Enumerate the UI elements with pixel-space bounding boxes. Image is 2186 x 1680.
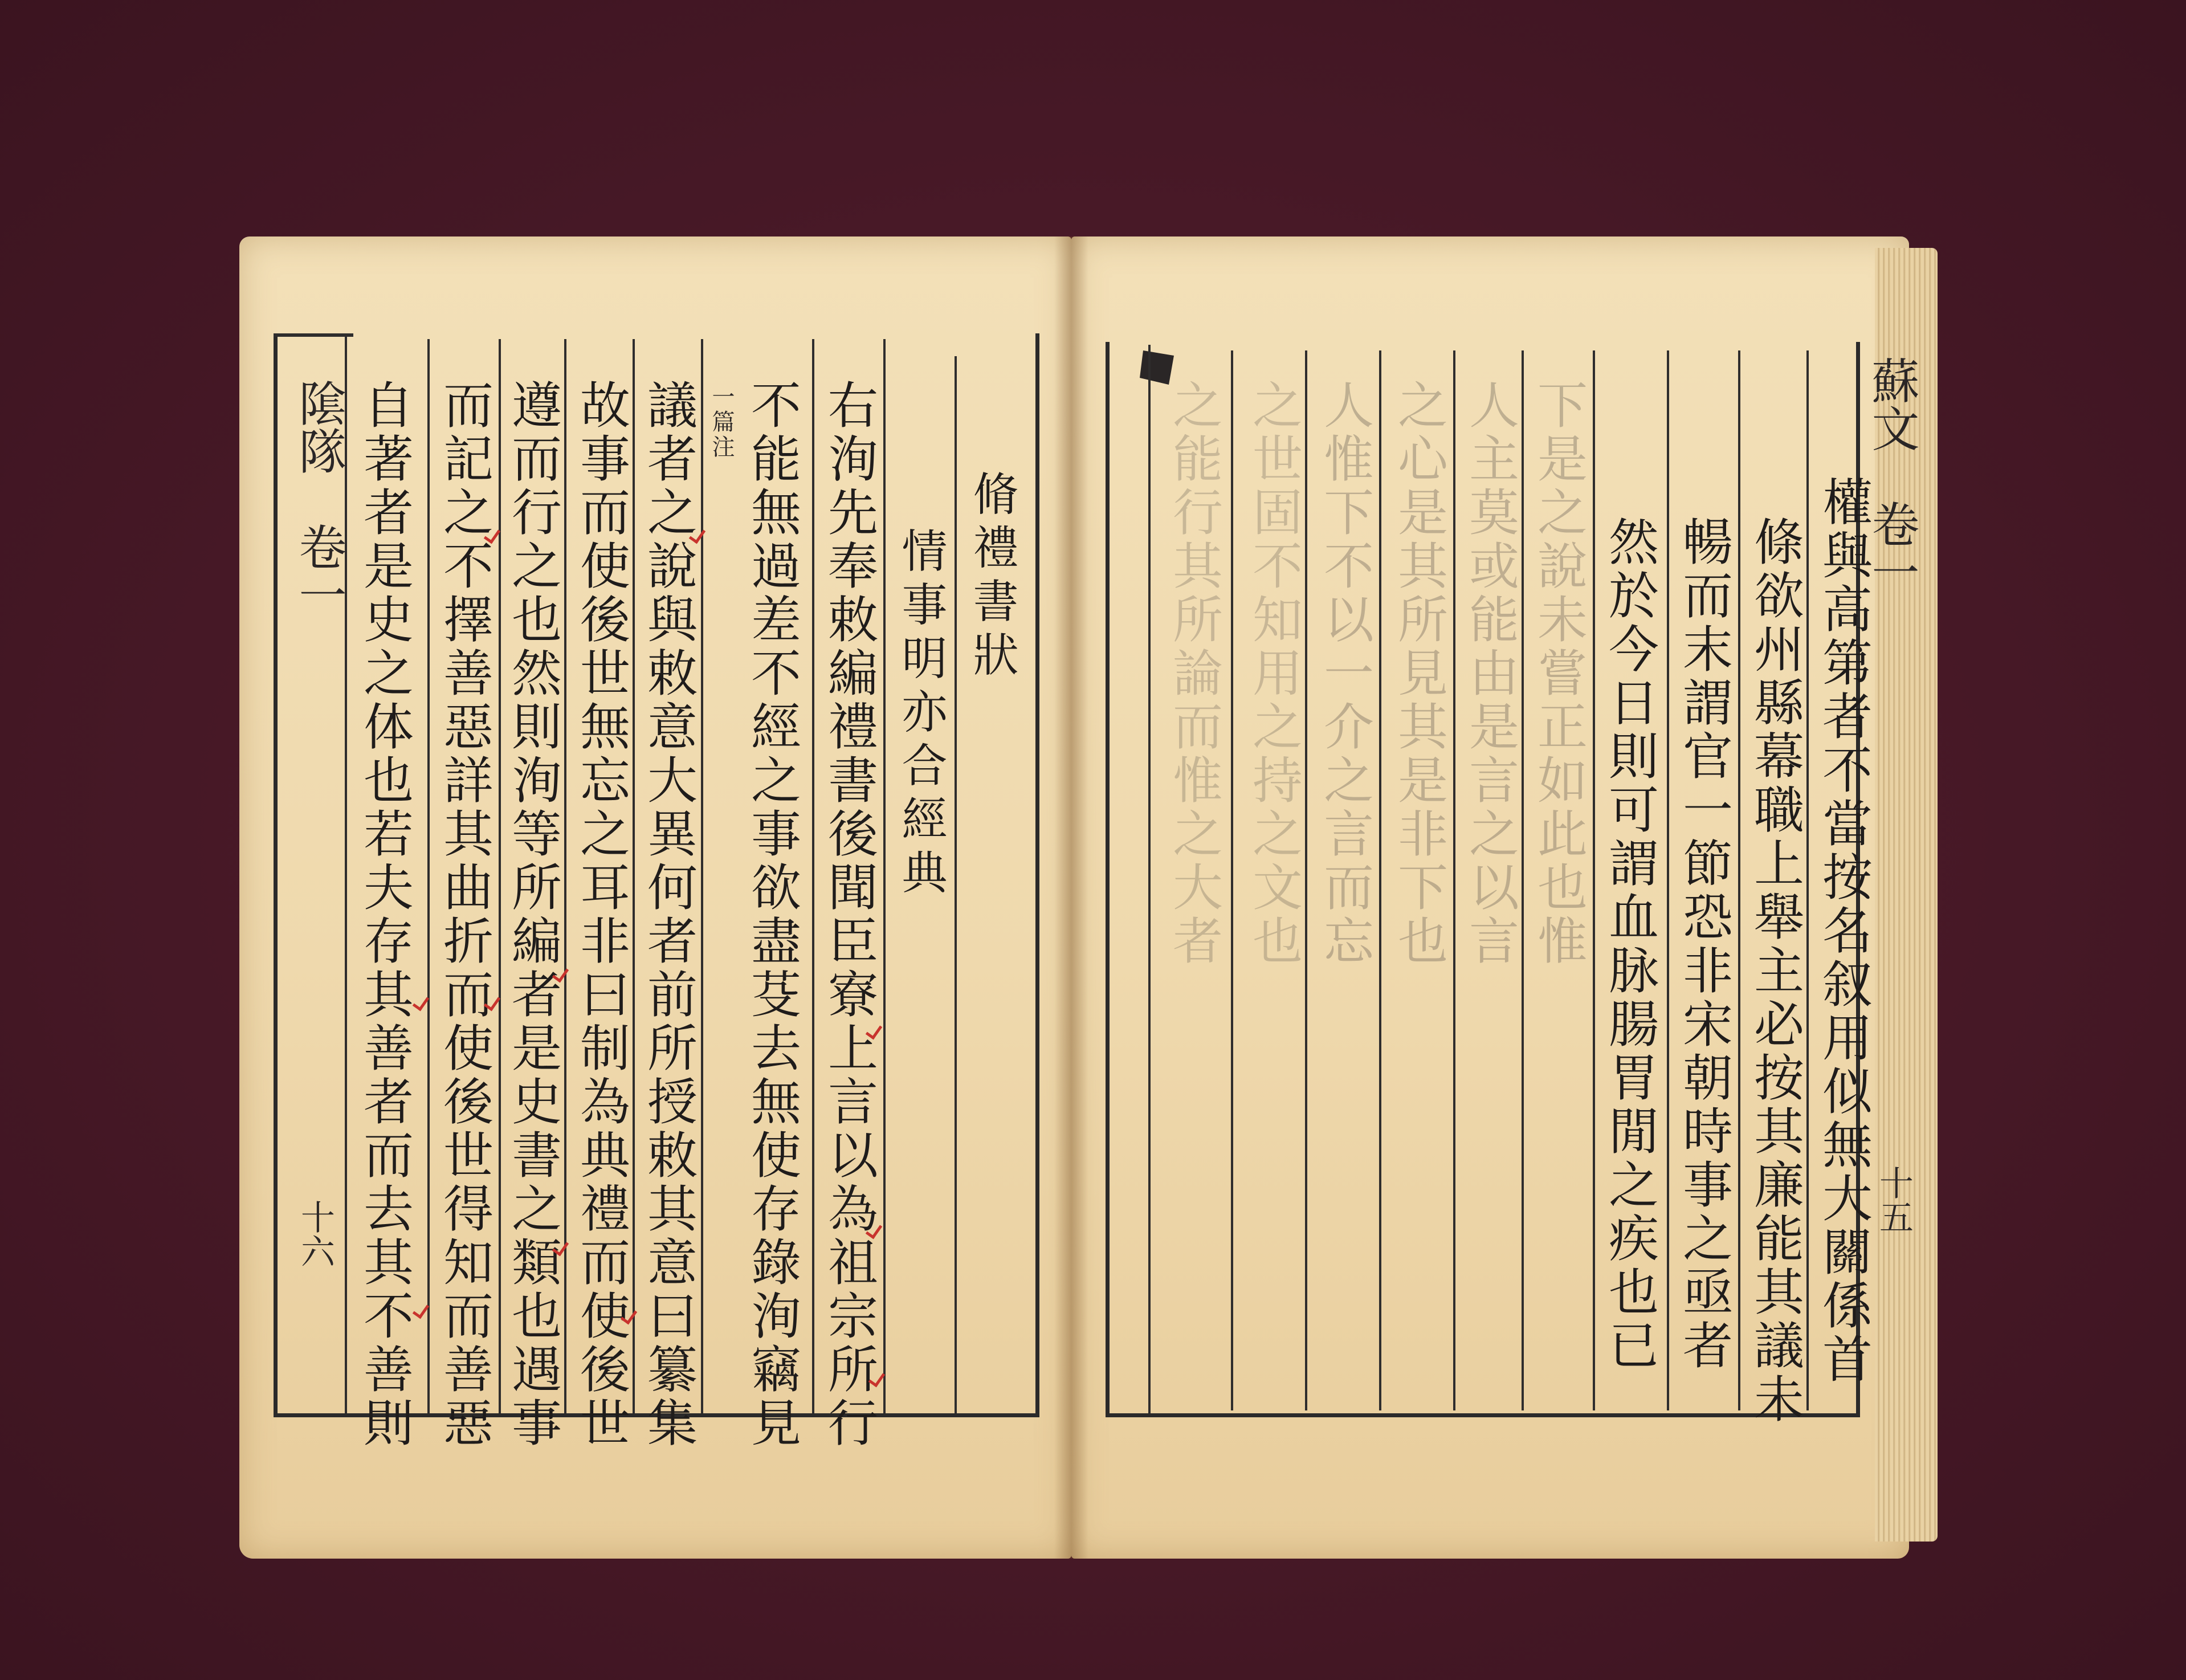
text-column: 條欲州縣幕職上舉主必按其廉能其議未: [1746, 516, 1805, 1426]
book-gutter: [1054, 236, 1088, 1559]
heading: 脩禮書狀: [965, 470, 1018, 684]
text-column: 故事而使後世無忘之耳非曰制為典禮而使後世: [572, 379, 631, 1450]
column-rule: [1806, 350, 1809, 1410]
subheading: 情事明亦合經典: [894, 527, 947, 902]
bleed-through-column: 之能行其所論而惟之大者: [1165, 379, 1223, 968]
text-column: 遵而行之也然則洵等所編者是史書之類也遇事: [504, 379, 562, 1450]
faint-text-column: 之心是其所見其是非下也: [1390, 379, 1449, 968]
annotation-note: 一篇注: [708, 385, 735, 460]
column-rule: [883, 339, 886, 1413]
text-column: 議者之說與敕意大異何者前所授敕其意曰纂集: [639, 379, 698, 1450]
left-margin-title: 隂隊 卷一: [291, 379, 347, 618]
text-column: 暢而末謂官一節恐非宋朝時事之亟者: [1675, 516, 1734, 1373]
left-margin-page-number: 十六: [295, 1200, 335, 1268]
right-margin-title: 蘇文 卷一: [1864, 356, 1920, 596]
text-column: 權與高第者不當按名叙用似無大關係首: [1814, 476, 1873, 1387]
column-rule: [1453, 350, 1455, 1410]
text-column: 右洵先奉敕編禮書後聞臣寮上言以為祖宗所行: [820, 379, 879, 1450]
text-column: 而記之不擇善惡詳其曲折而使後世得知而善惡: [435, 379, 494, 1450]
open-book: [228, 231, 1938, 1564]
frame-top-segment: [274, 333, 353, 337]
faint-text-column: 人主莫或能由是言之以言: [1461, 379, 1520, 968]
column-rule: [955, 356, 957, 1413]
column-rule: [1305, 350, 1307, 1410]
column-rule: [1231, 350, 1233, 1410]
column-rule: [1738, 350, 1740, 1410]
column-rule: [1379, 350, 1381, 1410]
text-column: 然於今日則可謂血脉腸胃閒之疾也已: [1601, 516, 1659, 1373]
column-rule: [564, 339, 566, 1413]
faint-text-column: 下是之說未嘗正如此也惟: [1530, 379, 1588, 968]
column-rule: [633, 339, 635, 1413]
text-column: 不能無過差不經之事欲盡芟去無使存錄洵竊見: [743, 379, 802, 1450]
right-margin-page-number: 十五: [1874, 1165, 1914, 1234]
column-rule: [1667, 350, 1669, 1410]
column-rule: [1593, 350, 1595, 1410]
column-rule: [701, 339, 703, 1413]
column-rule: [499, 339, 501, 1413]
column-rule: [427, 339, 430, 1413]
column-rule: [1522, 350, 1524, 1410]
column-rule: [812, 339, 814, 1413]
bleed-through-column: 之世固不知用之持之文也: [1245, 379, 1303, 968]
faint-text-column: 人惟下不以一介之言而忘: [1316, 379, 1375, 968]
text-column: 自著者是史之体也若夫存其善者而去其不善則: [356, 379, 414, 1450]
column-rule: [1148, 345, 1151, 1413]
